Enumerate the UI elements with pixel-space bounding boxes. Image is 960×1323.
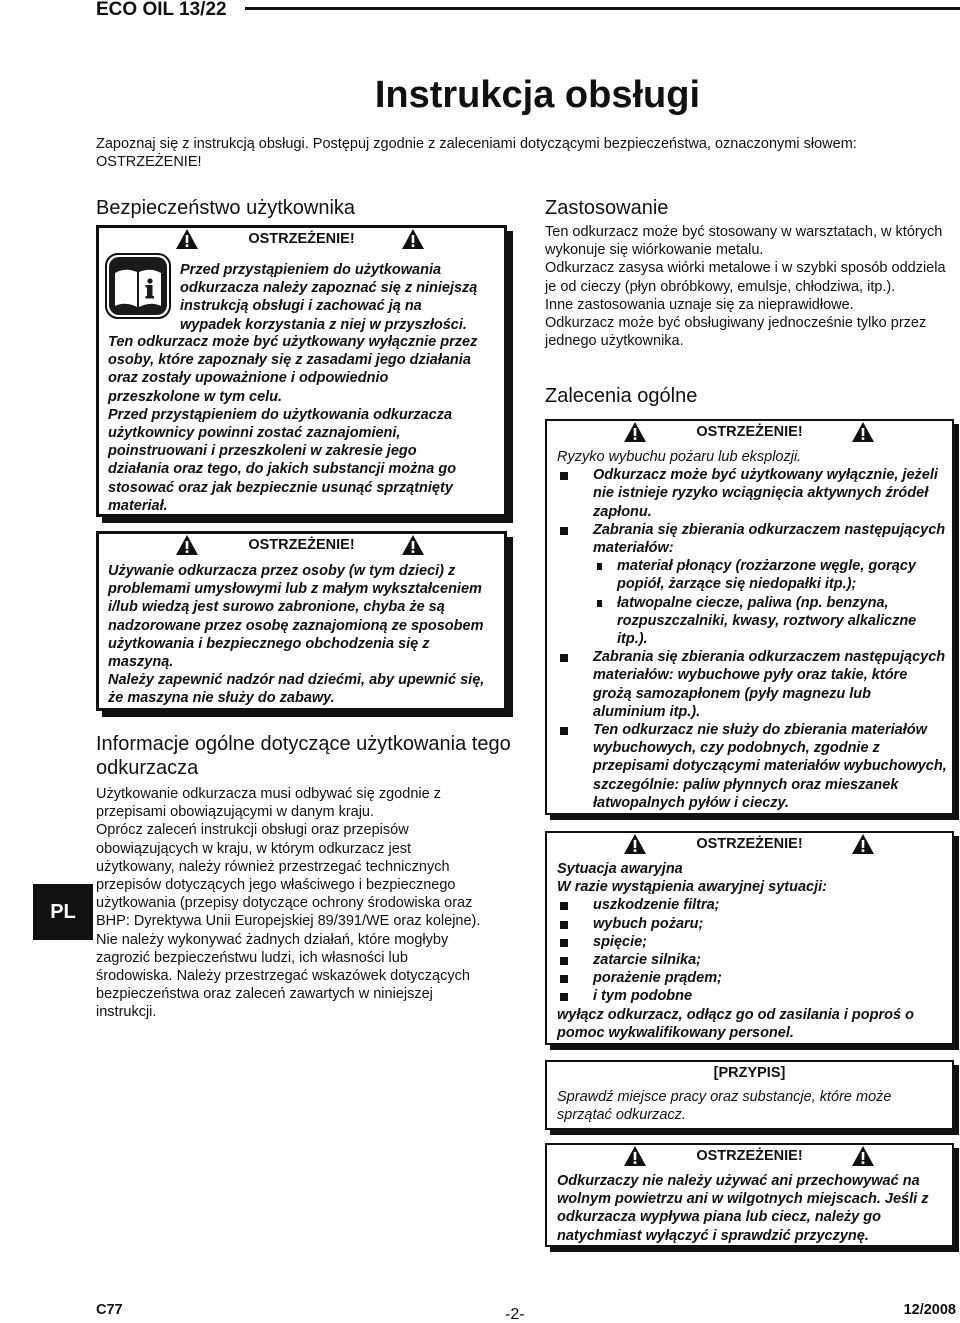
list-item: spięcie; [557, 933, 949, 951]
warning-header [547, 833, 952, 855]
warning-header [547, 421, 952, 443]
warning-header [99, 534, 504, 556]
info-body [96, 785, 488, 1022]
use-para-3: Inne zastosowania uznaje się za nieprawidłowe. [545, 296, 854, 313]
list-item: wybuch pożaru; [557, 915, 949, 933]
header-rule [245, 7, 960, 10]
warning1-para-2: Ten odkurzacz może być użytkowany wyłącznie przez osoby, które zapoznały się z zasadami jego działania oraz zostały upoważnione i odpowiednio przeszkolone w tym celu. [108, 334, 478, 405]
warning3-intro: Ryzyko wybuchu pożaru lub eksplozji. [557, 449, 802, 465]
warning3-list [557, 466, 947, 812]
info-para-1: Użytkowanie odkurzacza musi odbywać się zgodnie z przepisami obowiązującymi w danym kraju. [96, 786, 441, 821]
warning3-body [557, 448, 947, 812]
warning-title: OSTRZEŻENIE! [248, 537, 355, 553]
warning-triangle-icon [624, 1146, 646, 1166]
intro-line-2: OSTRZEŻENIE! [96, 154, 202, 170]
warning1-line: wypadek korzystania z niej w przyszłości. [180, 316, 467, 333]
warning-triangle-icon [624, 834, 646, 854]
warning1-line: odkurzacza należy zapoznać się z niniejszą [180, 280, 478, 297]
sub-list [593, 557, 947, 648]
read-manual-icon [105, 253, 171, 319]
page-title: Instrukcja obsługi [374, 74, 700, 116]
note-box [545, 1060, 954, 1130]
warning-triangle-icon [852, 834, 874, 854]
note-header [547, 1062, 952, 1084]
warning-triangle-icon [852, 422, 874, 442]
warning1-body [108, 333, 480, 515]
footer-date: 12/2008 [903, 1302, 956, 1318]
language-tab: PL [33, 884, 93, 940]
warning-title: OSTRZEŻENIE! [248, 231, 355, 247]
list-item: i tym podobne [557, 987, 949, 1005]
note-title: [PRZYPIS] [713, 1065, 786, 1081]
warning-triangle-icon [402, 535, 424, 555]
warning1-line: instrukcją obsługi i zachować ją na [180, 298, 422, 315]
warning2-body [108, 562, 498, 708]
list-item-text: Zabrania się zbierania odkurzaczem następujących materiałów: [593, 521, 946, 557]
warning-box-storage [545, 1143, 954, 1247]
sub-list-item: łatwopalne ciecze, paliwa (np. benzyna, rozpuszczalniki, kwasy, roztwory alkaliczne itp.). [593, 594, 947, 649]
warning-title: OSTRZEŻENIE! [696, 1148, 803, 1164]
sub-list-item: materiał płonący (rozżarzone węgle, gorący popiół, żarzące się niedopałki itp.); [593, 557, 947, 593]
list-item: Zabrania się zbierania odkurzaczem następujących materiałów: wybuchowe pyły oraz takie, które grożą samozapłonem (pyły magnezu lub aluminium itp.). [557, 648, 947, 721]
list-item: porażenie prądem; [557, 969, 949, 987]
use-heading: Zastosowanie [545, 197, 669, 219]
list-item: Ten odkurzacz nie służy do zbierania materiałów wybuchowych, czy podobnych, zgodnie z przepisami dotyczącymi materiałów wybuchowych, szczególnie: paliw płynnych oraz mieszanek łatwopalnych pyłów i cieczy. [557, 721, 947, 812]
warning-box-user-safety [96, 225, 507, 517]
list-item [557, 521, 947, 648]
warning1-para-3: Przed przystąpieniem do użytkowania odkurzacza użytkownicy powinni zostać zaznajomieni, poinstruowani i przeszkoleni w zakresie jego działania oraz tego, do jakich substancji można go stosować oraz jak bezpiecznie usunąć sprzątnięty materiał. [108, 406, 457, 514]
warning5-text: Odkurzaczy nie należy używać ani przechowywać na wolnym powietrzu ani w wilgotnych miejscach. Jeśli z odkurzacza wypływa piana lub ciecz, należy go natychmiast wyłączyć i sprawdzić przyczynę. [557, 1173, 929, 1244]
general-heading: Zalecenia ogólne [545, 385, 698, 407]
warning4-line-2: W razie wystąpienia awaryjnej sytuacji: [557, 879, 827, 896]
use-para-4: Odkurzacz może być obsługiwany jednocześnie tylko przez jednego użytkownika. [545, 315, 927, 350]
warning-triangle-icon [176, 229, 198, 249]
warning2-para-1: Używanie odkurzacza przez osoby (w tym dzieci) z problemami umysłowymi lub z małym wykształceniem i/lub wiedzą jest surowo zabronione, chyba że są nadzorowane przez osobę zaznajomioną ze sposobem użytkowania i bezpiecznego obchodzenia się z maszyną. [108, 563, 484, 671]
use-para-1: Ten odkurzacz może być stosowany w warsztatach, w których wykonuje się wiórkowanie metalu. [545, 224, 943, 259]
warning1-line: Przed przystąpieniem do użytkowania [180, 262, 442, 278]
warning-title: OSTRZEŻENIE! [696, 836, 803, 852]
warning4-outro: wyłącz odkurzacz, odłącz go od zasilania i poproś o pomoc wykwalifikowany personel. [557, 1006, 914, 1041]
warning-box-children [96, 531, 507, 711]
warning2-para-2: Należy zapewnić nadzór nad dziećmi, aby upewnić się, że maszyna nie służy do zabawy. [108, 672, 485, 707]
footer-code: C77 [96, 1302, 123, 1318]
page-number: -2- [505, 1306, 525, 1323]
info-heading: Informacje ogólne dotyczące użytkowania tego odkurzacza [96, 733, 511, 779]
warning-triangle-icon [402, 229, 424, 249]
list-item: Odkurzacz może być użytkowany wyłącznie, jeżeli nie istnieje ryzyko wciągnięcia aktywnych źródeł zapłonu. [557, 466, 947, 521]
use-para-2: Odkurzacz zasysa wiórki metalowe i w szybki sposób oddziela je od cieczy (płyn obróbkowy, emulsje, chłodziwa, itp.). [545, 260, 946, 295]
note-text: Sprawdź miejsce pracy oraz substancje, które może sprzątać odkurzacz. [557, 1089, 892, 1124]
warning-box-fire-risk [545, 419, 954, 815]
info-para-2: Oprócz zaleceń instrukcji obsługi oraz przepisów obowiązujących w kraju, w którym odkurzacz jest użytkowany, należy również przestrzegać technicznych przepisów dotyczących jego właściwego i bezpiecznego użytkowania (przepisy dotyczące ochrony środowiska oraz BHP: Dyrektywa Unii Europejskiej 89/391/WE oraz kolejne). Nie należy wykonywać żadnych działań, które mogłyby zagrozić bezpieczeństwu ludzi, ich własności lub środowiska. Należy przestrzegać wskazówek dotyczących bezpieczeństwa oraz zaleceń zawartych w niniejszej instrukcji. [96, 822, 481, 1021]
warning-title: OSTRZEŻENIE! [696, 424, 803, 440]
intro-line-1: Zapoznaj się z instrukcją obsługi. Postępuj zgodnie z zaleceniami dotyczącymi bezpieczeństwa, oznaczonymi słowem: [96, 136, 857, 152]
warning-header [99, 228, 504, 250]
warning-triangle-icon [852, 1146, 874, 1166]
warning-triangle-icon [176, 535, 198, 555]
warning-box-emergency [545, 831, 954, 1045]
warning4-body [557, 860, 949, 1042]
use-body [545, 223, 953, 350]
safety-heading: Bezpieczeństwo użytkownika [96, 197, 356, 219]
warning-header [547, 1145, 952, 1167]
warning-triangle-icon [624, 422, 646, 442]
document-title: ECO OIL 13/22 [96, 0, 227, 20]
list-item: zatarcie silnika; [557, 951, 949, 969]
intro-text [96, 135, 916, 171]
warning1-intro [180, 261, 506, 334]
warning4-line-1: Sytuacja awaryjna [557, 861, 683, 877]
list-item: uszkodzenie filtra; [557, 896, 949, 914]
emergency-list [557, 896, 949, 1005]
